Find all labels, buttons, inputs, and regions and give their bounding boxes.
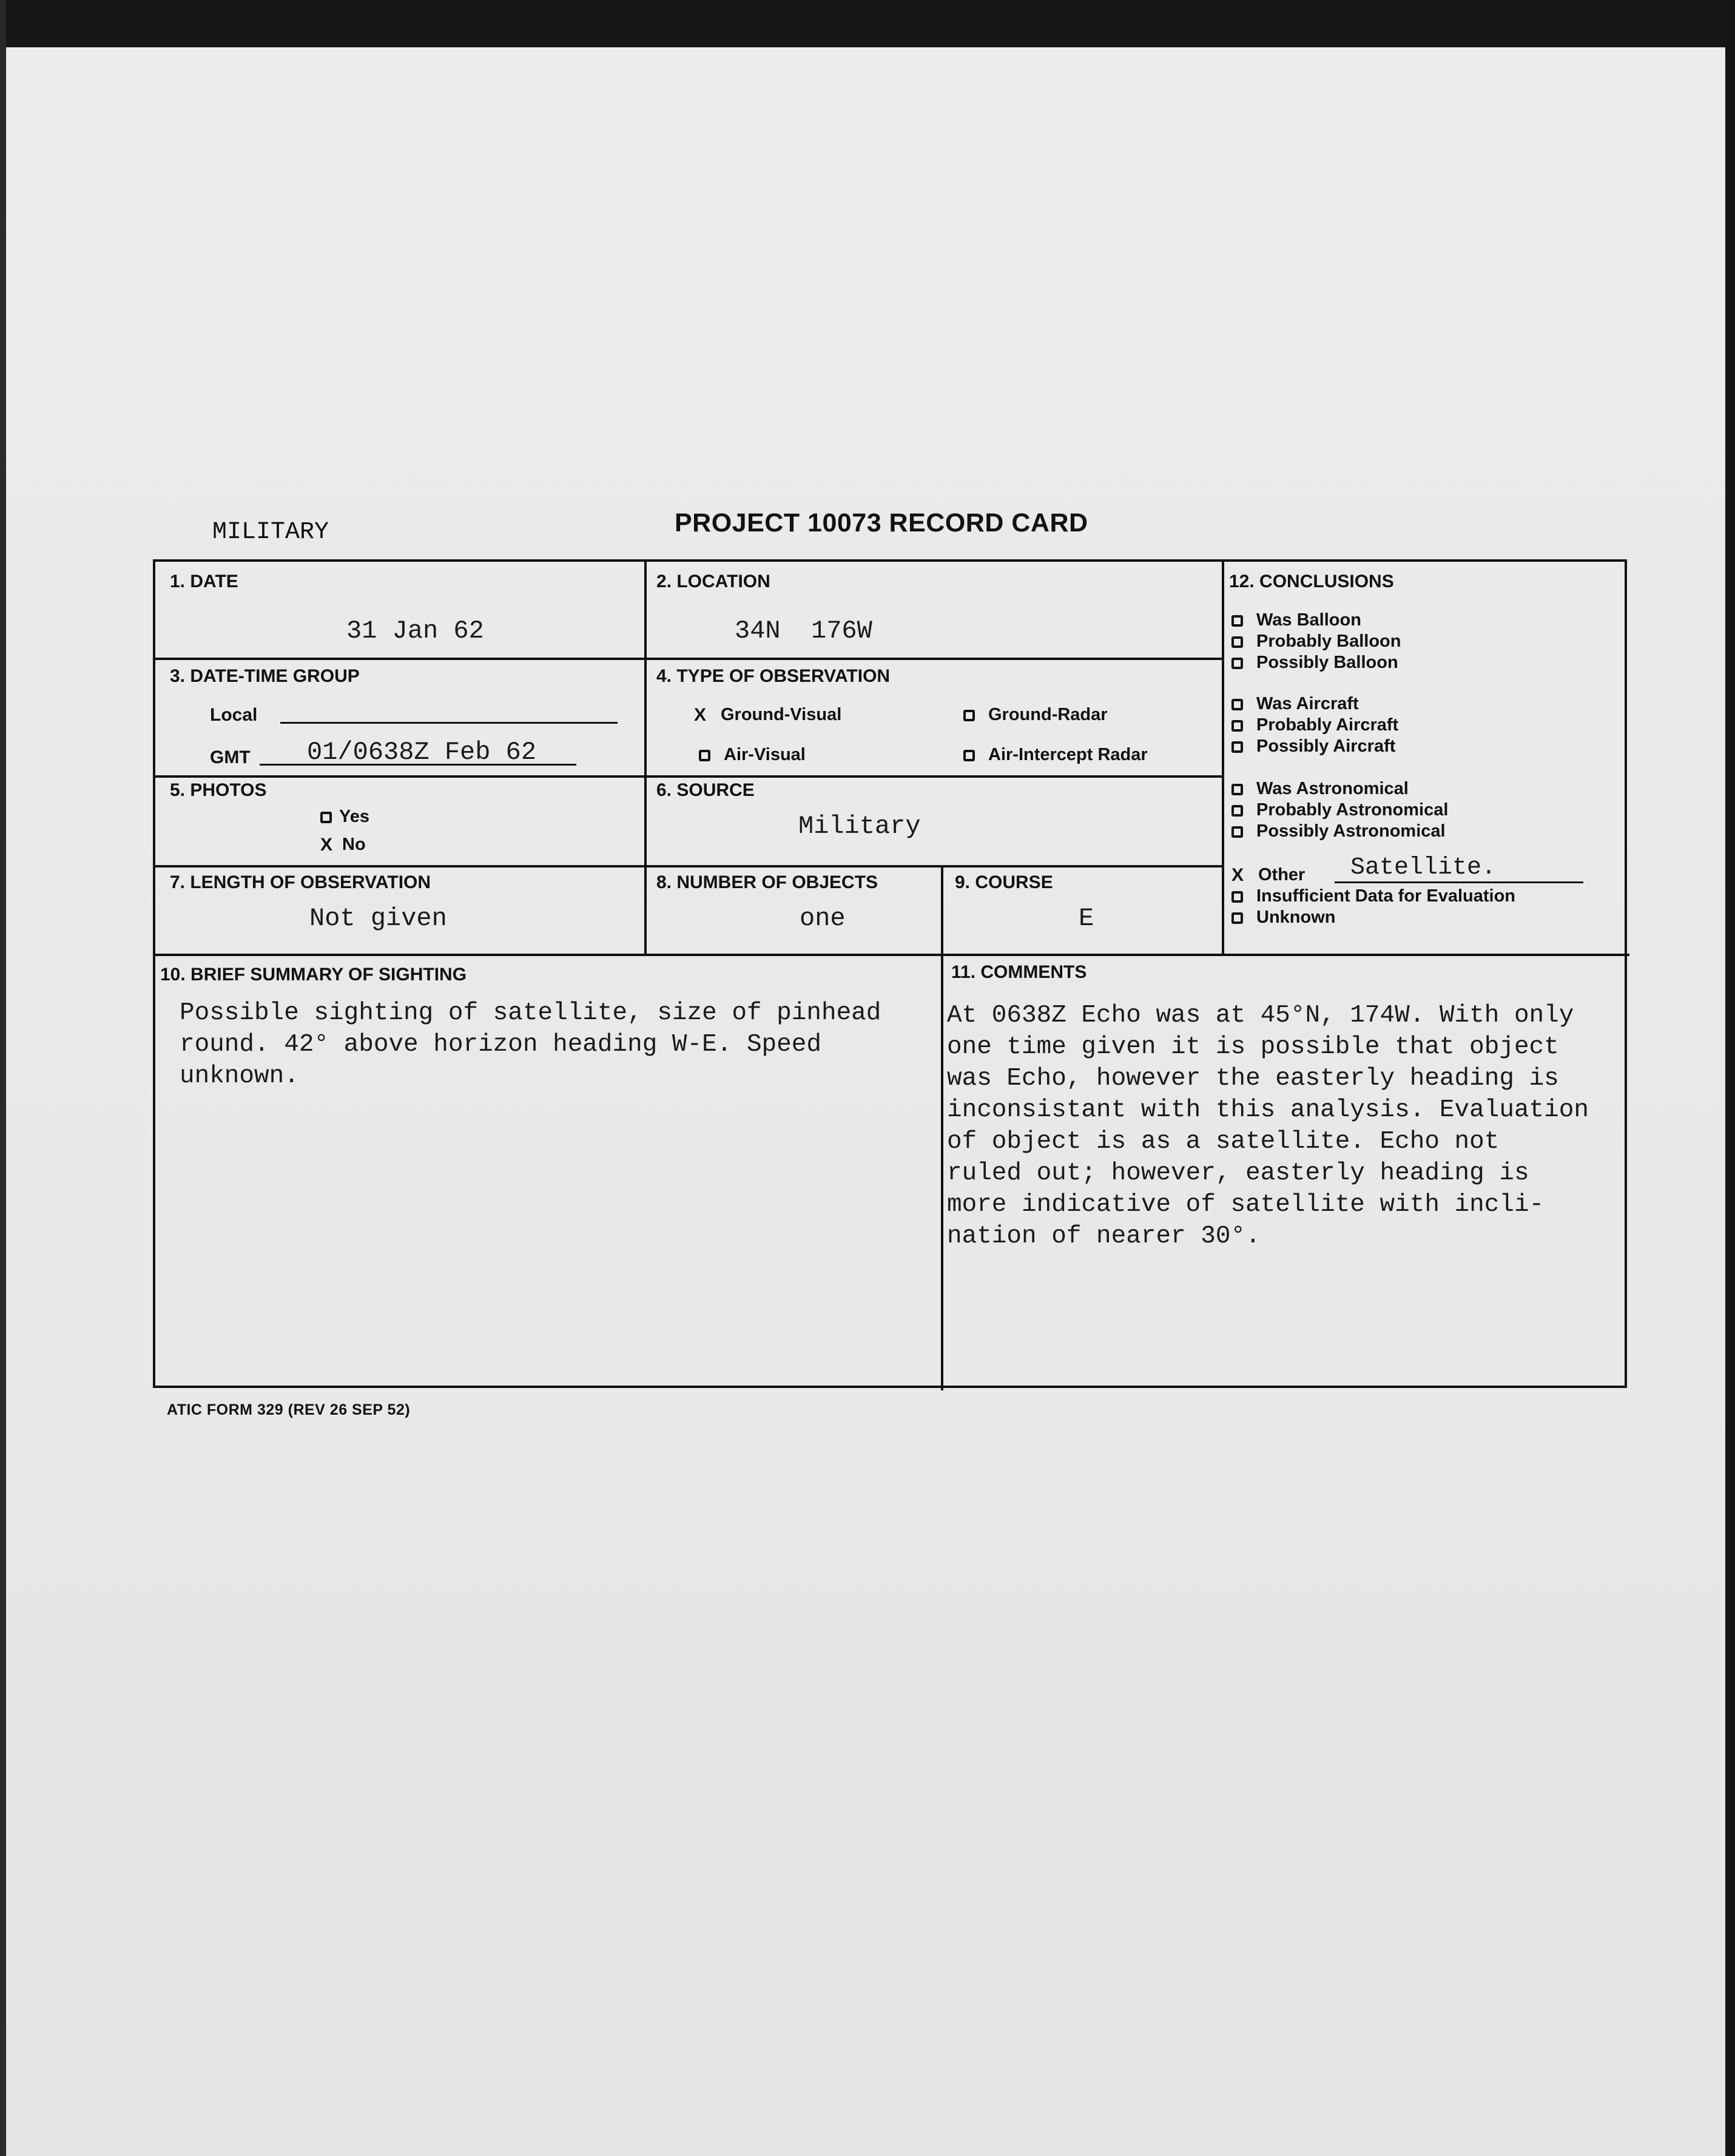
ground-visual-option: [694, 705, 841, 726]
checkbox-checked: X: [694, 705, 707, 726]
conclusion-unknown: [1231, 908, 1336, 928]
comment-line: more indicative of satellite with incli-: [947, 1191, 1545, 1219]
summary-line: unknown.: [180, 1062, 299, 1090]
gmt-value: 01/0638Z Feb 62: [307, 738, 537, 767]
card-title: PROJECT 10073 RECORD CARD: [675, 508, 1088, 537]
checkbox: [1231, 826, 1243, 838]
location-label: 2. LOCATION: [656, 571, 770, 591]
photos-no-label: No: [342, 835, 366, 854]
air-intercept-radar-option: [963, 745, 1148, 765]
conclusion-was-balloon: [1231, 610, 1361, 630]
divider-row-4: [155, 954, 1629, 956]
divider-row-1: [155, 658, 1223, 660]
conclusion-probably-astronomical: [1231, 800, 1448, 820]
course-label: 9. COURSE: [955, 872, 1053, 892]
number-of-objects-label: 8. NUMBER OF OBJECTS: [656, 872, 878, 892]
brief-summary-label: 10. BRIEF SUMMARY OF SIGHTING: [160, 965, 467, 985]
divider-course: [941, 866, 943, 955]
date-label: 1. DATE: [170, 571, 238, 591]
checkbox: [1231, 699, 1243, 710]
comment-line: nation of nearer 30°.: [947, 1222, 1261, 1250]
checkbox: [1231, 615, 1243, 627]
top-label: MILITARY: [212, 519, 329, 546]
ground-radar-label: Ground-Radar: [988, 705, 1108, 724]
air-visual-label: Air-Visual: [724, 745, 806, 764]
brief-summary-text: [180, 997, 881, 1092]
form-number: ATIC FORM 329 (REV 26 SEP 52): [167, 1401, 411, 1418]
checkbox: [1231, 658, 1243, 669]
comment-line: At 0638Z Echo was at 45°N, 174W. With only: [947, 1002, 1574, 1029]
comments-text: [947, 1000, 1589, 1252]
conclusion-label: Was Aircraft: [1256, 694, 1359, 713]
conclusion-label: Possibly Balloon: [1256, 653, 1398, 672]
local-label: Local: [210, 705, 258, 725]
checkbox: [1231, 784, 1243, 795]
conclusions-label: 12. CONCLUSIONS: [1229, 571, 1394, 591]
conclusion-possibly-astronomical: [1231, 821, 1446, 841]
air-visual-option: [699, 745, 806, 765]
conclusion-label: Possibly Astronomical: [1256, 821, 1446, 841]
summary-line: round. 42° above horizon heading W-E. Speed: [180, 1031, 821, 1059]
conclusion-label: Was Astronomical: [1256, 779, 1409, 798]
length-of-observation-label: 7. LENGTH OF OBSERVATION: [170, 872, 431, 892]
divider-col-2: [1222, 562, 1224, 955]
conclusion-other: [1231, 865, 1305, 886]
course-value: E: [1079, 904, 1094, 933]
type-of-observation-label: 4. TYPE OF OBSERVATION: [656, 666, 891, 686]
ground-radar-option: [963, 705, 1108, 725]
conclusion-label: Probably Aircraft: [1256, 715, 1399, 735]
photos-no-option: [320, 835, 366, 855]
comments-label: 11. COMMENTS: [951, 962, 1087, 982]
conclusion-label: Probably Balloon: [1256, 632, 1401, 651]
checkbox: [1231, 636, 1243, 648]
date-value: 31 Jan 62: [346, 616, 484, 645]
conclusion-probably-balloon: [1231, 632, 1401, 652]
conclusion-label: Other: [1258, 865, 1305, 884]
checkbox: [1231, 891, 1243, 903]
ground-visual-label: Ground-Visual: [721, 705, 842, 724]
scan-frame-right: [1725, 0, 1735, 2156]
checkbox: [1231, 720, 1243, 732]
divider-row-2: [155, 775, 1223, 778]
comment-line: was Echo, however the easterly heading is: [947, 1065, 1559, 1093]
checkbox: [963, 750, 975, 761]
checkbox-checked: X: [320, 835, 333, 855]
checkbox-checked: X: [1231, 865, 1244, 886]
location-value: 34N 176W: [735, 616, 872, 645]
other-value: Satellite.: [1350, 854, 1497, 881]
number-of-objects-value: one: [800, 904, 846, 933]
conclusion-insufficient-data: [1231, 886, 1515, 906]
checkbox: [1231, 912, 1243, 924]
source-value: Military: [798, 812, 921, 841]
checkbox: [963, 710, 975, 721]
other-line: [1335, 881, 1583, 883]
checkbox: [1231, 805, 1243, 817]
conclusion-possibly-balloon: [1231, 653, 1398, 673]
date-time-group-label: 3. DATE-TIME GROUP: [170, 666, 360, 686]
conclusion-possibly-aircraft: [1231, 736, 1395, 756]
scan-frame-top: [0, 0, 1735, 47]
divider-col-1: [644, 562, 647, 955]
photos-yes-option: [320, 807, 369, 827]
local-line: [280, 722, 618, 724]
comment-line: one time given it is possible that object: [947, 1033, 1559, 1061]
comment-line: ruled out; however, easterly heading is: [947, 1159, 1529, 1187]
scan-frame-left: [0, 0, 6, 2156]
conclusion-probably-aircraft: [1231, 715, 1398, 735]
comment-line: inconsistant with this analysis. Evaluation: [947, 1096, 1589, 1124]
record-card: [153, 559, 1627, 1388]
checkbox: [1231, 741, 1243, 753]
conclusion-label: Possibly Aircraft: [1256, 736, 1396, 756]
checkbox: [699, 750, 710, 761]
photos-label: 5. PHOTOS: [170, 780, 267, 800]
conclusion-was-aircraft: [1231, 694, 1359, 714]
air-intercept-radar-label: Air-Intercept Radar: [988, 745, 1148, 764]
length-of-observation-value: Not given: [309, 904, 447, 933]
conclusion-was-astronomical: [1231, 779, 1409, 799]
conclusion-label: Insufficient Data for Evaluation: [1256, 886, 1515, 906]
conclusion-label: Unknown: [1256, 908, 1336, 927]
divider-summary: [941, 955, 943, 1390]
photos-yes-label: Yes: [339, 807, 369, 826]
source-label: 6. SOURCE: [656, 780, 755, 800]
conclusion-label: Was Balloon: [1256, 610, 1361, 630]
conclusion-label: Probably Astronomical: [1256, 800, 1449, 820]
gmt-label: GMT: [210, 747, 251, 767]
comment-line: of object is as a satellite. Echo not: [947, 1128, 1500, 1156]
checkbox: [320, 812, 332, 823]
summary-line: Possible sighting of satellite, size of pinhead: [180, 999, 881, 1027]
divider-row-3: [155, 865, 1223, 867]
